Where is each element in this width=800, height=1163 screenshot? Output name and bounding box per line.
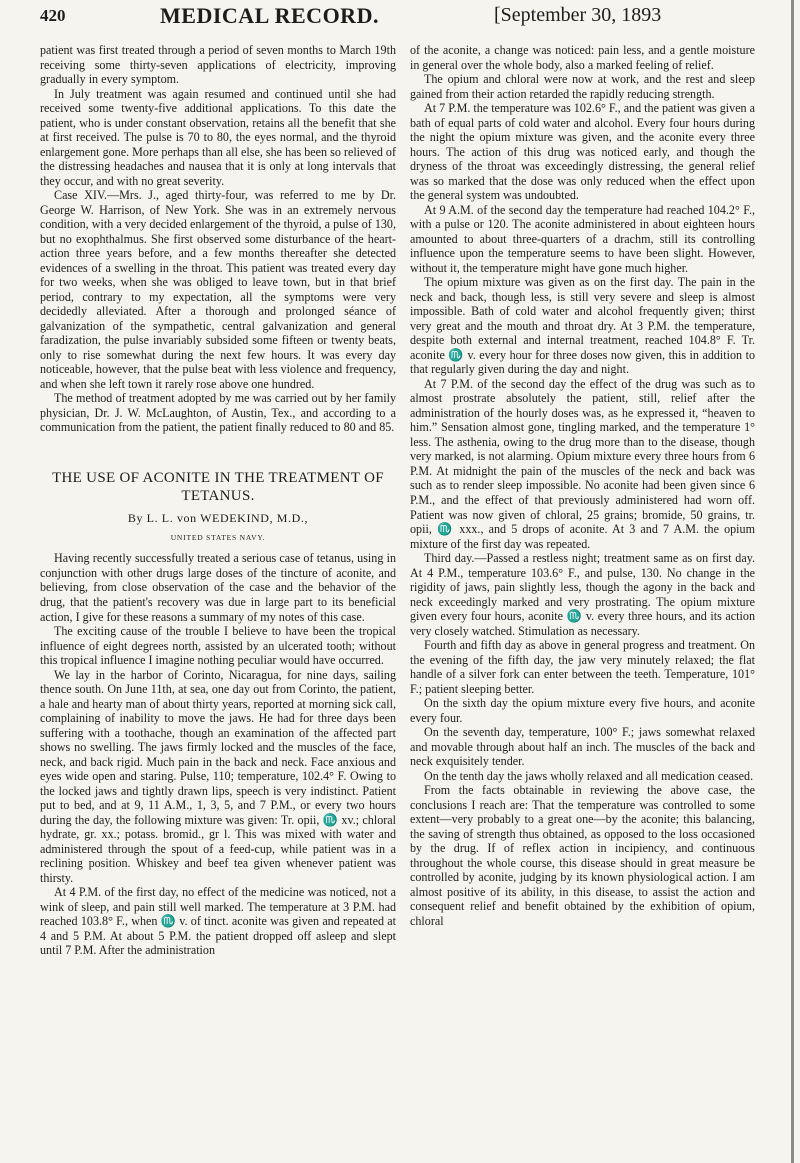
- binding-edge: [791, 0, 794, 1163]
- page-number: 420: [40, 6, 66, 25]
- paragraph: We lay in the harbor of Corinto, Nicaragua, for nine days, sailing thence south. On June 11th, at sea, one day out from Corinto, the patient, a hale and hearty man of about thirty years, reported at morning sick call, complaining of inability to move the jaws. He had for three days been suffering with a toothache, though an examination of the affected part shows no swelling. The jaws firmly locked and the muscles of the face, neck, and back rigid. Much pain in the back and neck. Face anxious and eyes wide open and staring. Pulse, 110; temperature, 102.4° F. Owing to the locked jaws and tightly drawn lips, speech is very indistinct. Patient put to bed, and at 9, 11 A.M., 1, 3, 5, and 7 P.M., or every two hours during the day, the following mixture was given: Tr. opii, ♏ xv.; chloral hydrate, gr. xx.; potass. bromid., gr l. This was mixed with water and administered through the spout of a feed-cup, while patient was in a reclining position. Whiskey and beef tea given whenever patient was thirsty.: [40, 667, 396, 885]
- page-header: [0, 0, 800, 32]
- paragraph: At 7 P.M. of the second day the effect of the drug was such as to almost prostrate absolutely the patient, still, relief after the administration of the hourly doses was, as he expressed it, “heaven to him.” Sensation almost gone, tingling marked, and the temperature 1° less. The asthenia, owing to the drug more than to the disease, though very marked, is not alarming. Opium mixture every three hours from 6 P.M. At midnight the pain of the muscles of the neck and back was such as to render sleep impossible. No aconite had been given since 6 P.M., and the effect of that previously administered had worn off. Patient was now given of chloral, 25 grains; bromide, 50 grains, tr. opii, ♏ xxx., and 5 drops of aconite. At 3 and 7 A.M. the opium mixture of the first day was repeated.: [410, 376, 755, 551]
- paragraph: On the sixth day the opium mixture every five hours, and aconite every four.: [410, 696, 755, 725]
- paragraph: On the tenth day the jaws wholly relaxed and all medication ceased.: [424, 768, 754, 783]
- journal-title: MEDICAL RECORD.: [160, 3, 379, 28]
- paragraph: The opium and chloral were now at work, and the rest and sleep gained from their action retarded the rapidly reducing strength.: [410, 72, 755, 101]
- right-column: [410, 43, 755, 928]
- paragraph: patient was first treated through a period of seven months to March 19th receiving some thirty-seven applications of electricity, improving gradually in every symptom.: [40, 43, 396, 87]
- paragraph: The method of treatment adopted by me was carried out by her family physician, Dr. J. W. McLaughton, of Austin, Tex., and according to a communication from the patient, the patient finally reduced to 80 and 85.: [40, 391, 396, 435]
- paragraph: Case XIV.—Mrs. J., aged thirty-four, was referred to me by Dr. George W. Harrison, of New York. She was in an extremely nervous condition, with a very decided enlargement of the thyroid, a pulse of 130, but no exophthalmus. She first observed some disturbance of the heart-action three years before, and a few months thereafter she detected evidences of a swelling in the throat. This patient was treated every day for two weeks, when she was obliged to leave town, but in that brief period, contrary to my expectation, all the symptoms were very decidedly alleviated. After a thorough and prolonged séance of galvanization of the sympathetic, central galvanization and general faradization, the pulse invariably subsided some fifteen or twenty beats, only to rise somewhat during the next few hours. It was every day noticeable, however, that the pulse beat with less violence and frequency, and when she left town it rarely rose above one hundred.: [40, 188, 396, 391]
- paragraph: The exciting cause of the trouble I believe to have been the tropical influence of eight degrees north, assisted by an ulcerated tooth; without this tropical influence I imagine nothing peculiar would have occurred.: [40, 624, 396, 668]
- article-title: THE USE OF ACONITE IN THE TREATMENT OF TETANUS.: [52, 469, 384, 504]
- paragraph: Fourth and fifth day as above in general progress and treatment. On the evening of the fifth day, the jaw very minutely relaxed; the flat handle of a silver fork can enter between the teeth. Temperature, 101° F.; patient sleeping better.: [410, 638, 755, 696]
- paragraph: At 9 A.M. of the second day the temperature had reached 104.2° F., with a pulse or 120. The aconite administered in about eighteen hours amounted to about three-quarters of a drachm, still its controlling influence upon the temperature seems to have been slight. However, without it, the temperature might have gone much higher.: [410, 202, 755, 275]
- left-column: [40, 43, 396, 958]
- paragraph: In July treatment was again resumed and continued until she had received some twenty-five additional applications. To this date the patient, who is under constant observation, retains all the benefit that she at first received. The pulse is 70 to 80, the eyes normal, and the thyroid enlargement gone. More perhaps than all else, she has been so relieved of the distressing headaches and nausea that it is only at long intervals that they occur, and with no great severity.: [40, 86, 396, 188]
- paragraph: From the facts obtainable in reviewing the above case, the conclusions I reach are: That the temperature was controlled to some extent—very probably to a great one—by the aconite; this balancing, the saving of strength thus obtained, as opposed to the loss occasioned by the drug. If of reflex action in incipiency, and continuous throughout the whole course, this disease should in great measure be controlled by aconite, judging by its known physiological action. I am almost positive of its ability, in this disease, to assist the action and consequent relief and benefit obtained by the exhibition of opium, chloral: [410, 783, 755, 928]
- paragraph: Having recently successfully treated a serious case of tetanus, using in conjunction with other drugs large doses of the tincture of aconite, and believing, from close observation of the case and the behavior of the drug, that the patient's recovery was due in large part to its beneficial action, I give for these reasons a summary of my notes of this case.: [40, 551, 396, 624]
- paragraph: At 4 P.M. of the first day, no effect of the medicine was noticed, not a wink of sleep, and pain still well marked. The temperature at 3 P.M. had reached 103.8° F., when ♏ v. of tinct. aconite was given and repeated at 4 and 5 P.M. At about 5 P.M. the patient dropped off asleep and slept until 7 P.M. After the administration: [40, 885, 396, 958]
- paragraph: Third day.—Passed a restless night; treatment same as on first day. At 4 P.M., temperature 103.6° F., and pulse, 130. No change in the rigidity of jaws, pain slightly less, though the agony in the back and neck exceedingly marked and very prostrating. The opium mixture given every four hours, aconite ♏ v. every three hours, and its action very closely watched. Stimulation as necessary.: [410, 551, 755, 638]
- paragraph: At 7 P.M. the temperature was 102.6° F., and the patient was given a bath of equal parts of cold water and alcohol. Every four hours during the night the opium mixture was given, and the aconite every three hours. The action of this drug was noticed early, and though the dryness of the throat was exceedingly distressing, the general relief was so marked that the dose was only reduced when the effect upon the general system was undoubted.: [410, 101, 756, 203]
- author-affiliation: UNITED STATES NAVY.: [170, 532, 266, 542]
- paragraph: The opium mixture was given as on the first day. The pain in the neck and back, though less, is still very severe and sleep is almost impossible. Bath of cold water and alcohol frequently given; thirst very great and the mouth and throat dry. At 3 P.M. the temperature, despite both external and internal treatment, reached 104.8° F. Tr. aconite ♏ v. every hour for three doses now given, this in addition to that regularly given during the day and night.: [410, 275, 755, 377]
- paragraph: of the aconite, a change was noticed: pain less, and a gentle moisture in general over the whole body, also a marked feeling of relief.: [410, 43, 755, 72]
- paragraph: On the seventh day, temperature, 100° F.; jaws somewhat relaxed and movable through about half an inch. The muscles of the back and neck exquisitely tender.: [410, 725, 755, 769]
- issue-date: [September 30, 1893: [494, 4, 662, 26]
- author-byline: By L. L. von WEDEKIND, M.D.,: [127, 510, 309, 525]
